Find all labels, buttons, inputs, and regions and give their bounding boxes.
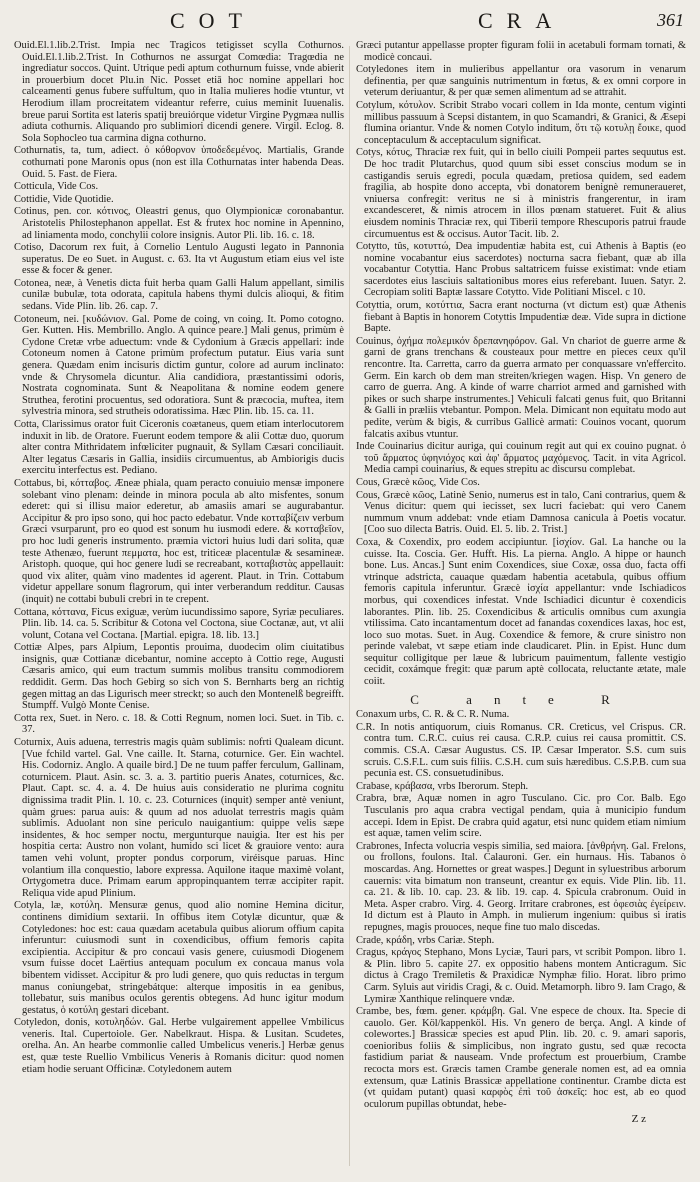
dictionary-entry: Cragus, κράγος Stephano, Mons Lyciæ, Tauri pars, vt scribit Pompon. libro 1. & Plin. libro 5. capite 27. ex oppositio habens montem Anticragum. Sic dictus à Crago Tremiletis & Praxidicæ Nymphæ filio. Horat. libro primo Carm. Syluis aut viridis Cragi, & c. Ouid. Metamorph. libro 9. Iam Crago, & Lymiræ Xanthique relinquere vndæ. — [356, 947, 686, 1005]
dictionary-entry: Cotiso, Dacorum rex fuit, à Cornelio Lentulo Augusti legato in Pannonia superatus. De eo Suet. in August. c. 63. Ita vt Augustum etiam eius vel iste esse & focer & gener. — [14, 242, 344, 277]
dictionary-entry: Crade, κράδη, vrbs Cariæ. Steph. — [356, 934, 495, 946]
dictionary-entry: Cotyttia, orum, κοτύττια, Sacra erant nocturna (vt dictum est) quæ Athenis fiebant à Baptis in honorem Cotyttis Impudentiæ deæ. Vide supra in dictione Bapte. — [356, 300, 686, 335]
dictionary-entry: Græci putantur appellasse propter figuram folii in acetabuli formam tornati, & modicè concaui. — [356, 40, 686, 63]
dictionary-entry: Cotytto, tûs, κοτυττώ, Dea impudentiæ habita est, cui Athenis à Baptis (eo nomine vocabantur eius sacerdotes) nocturna sacra fiebant, quæ ab illa vocabantur Cotyttia. Hanc Probus saltatricem fuisse existimat: vnde etiam sacerdotes eius lasciuis saltationibus mores eius referebant. Iuuen. Satyr. 2. Cecropiam soliti Baptæ lassare Cotytto. Vide Politiani Miscel. c 10. — [356, 241, 686, 299]
header-right-word: CRA — [478, 8, 566, 33]
dictionary-entry: Cottidie, Vide Quotidie. — [14, 193, 114, 205]
right-column — [356, 40, 686, 1170]
dictionary-entry: Cottabus, bi, κότταβος. Æneæ phiala, quam peracto conuiuio mensæ imponere solebant vino plenam: deinde in minora pocula ab alto misfentes, sonum ederet: qui si illisu maior ederetur, ab amasiis amari se augurabantur. Accipitur & pro ipso sono, qui hoc pacto edebatur. Vnde κοτταβίζειν verbum Græci vsurparunt, pro eo quod est sonum hu iusmodi edere. & κοτταβεῖον, pro hoc ludi generis instrumento. præmia victori huius ludi dari solita, quæ teste Athenæo, fuerunt πεμματα, hoc est, triticeæ placentulæ & sesamineæ. Aristoph. quoque, qui hoc genere ludi se recreabant, κοτταβιστὰς appellauit: quod vix aliter, quàm vino madentes id agerent. Plaut. in Trin. Cottabum videtur appellare sonum flagrorum, qui inter verberandum redditur. Causas (inquit) ne cottabi bubuli crebri in te crepent. — [14, 477, 344, 605]
running-header — [0, 0, 700, 34]
page-number: 361 — [657, 10, 684, 30]
dictionary-entry: Ouid.El.1.lib.2.Trist. Impia nec Tragicos tetigisset scylla Cothurnos. Ouid.El.1.lib.2.Trist. In Cothurnos ne assurgat Comœdia: Tragœdia ne ingrediatur soccos. Quint. Utrique pedi aptum cothurnum fuisse, vnde abierit in prouerbium docet Plu.in Nic. Posset etiā hoc nomine appellari hoc calceamenti genus fubere suffultum, quo in Italia mulieres hodie vtuntur, vt Herodium illam procreitatem videantur referre, cuius meminit Iuuenalis. breue parui Sortita est lateris spatij breuiórque videtur Virgine Pygmæa nullis adiuta cothurnis. Aliquando pro sublimiori dicendi genere. Virgil. Eclog. 8. Sola Sophocleo tua carmina digna cothurno. — [14, 40, 344, 144]
dictionary-entry: Cotyla, læ, κοτύλη. Mensuræ genus, quod alio nomine Hemina dicitur, continens dimidium sextarii. In offibus item Cotylæ dicuntur, quæ & Cotyledones: hoc est: caua quædam acetabula quibus aliorum offium capita inferuntur: cuiusmodi sunt in coxendicibus, offium femoris capita excipientia. Accipitur & pro concaui vasis genere, cuiusmodi Diogenem vsum fuisse docet Laërtius antequam poculum ex concaua manus vola bibentem vidisset. Accipitur & pro ludi genere, quo quis reductas in tergum manus coniungebat, stringebátque: alterque impositis in ea genibus, tollebatur, suis manibus oculos gerentis obtegens. Ad hunc igitur modum gestatus, ὁ κοτύλη gestari dicebant. — [14, 900, 344, 1016]
dictionary-entry: Couinus, ὀχήμα πολεμικόν δρεπανηφόρον. Gal. Vn chariot de guerre arme & garni de grans trenchans & cousteaux pour mettre en pieces ceux qu'il rencontre. Ita. Carretta, carro da guerra armato per conquassare vn'effercito. Germ. Ein karch ob dem man streiten/kriegen wagen. Hisp. Vn genero de carro de guerra. Ang. A kinde of warre charriot armed and garnished with pikes or such sharpe instrumentes.] Vehiculi falcati genus fuit, quo Britanni & Galli in præliis vtebantur. Pompon. Mela. Dimicant non equitatu modo aut pedite, verùm & bigis, & curribus Gallicè armati: Couinos vocant, quorum falcatis axibus vtuntur. — [356, 335, 686, 440]
dictionary-entry: Cottiæ Alpes, pars Alpium, Lepontis prouima, duodecim olim ciuitatibus insignis, quæ Cottianæ dicebantur, nomine accepto à Cottio rege, Augusti Cæsaris amico, qui eum tractum summis molibus transitu commodiorem reddidit. Germ. Das hoch Gebirg so sich von S. Bernharts berg an richtig gegen mittag an das Ligurisch meer streckt; so auch den Montenelß begreifft. Stumpff. Vulgò Monte Cenise. — [14, 642, 344, 712]
dictionary-entry: Cotyledon, donis, κοτυληδών. Gal. Herbe vulgairement appellee Vmbilicus veneris. Ital. Cupertoiole. Ger. Nabelkraut. Hispa. & Lusitan. Scudetes, orelha. An. An hearbe commonlie called Umbelicus veneris.] Herbæ genus est, quæ teste Ruellio Vmbilicus Veneris à Romanis dicitur: quod nomen etiam hodie seruant Officinæ. Cotyledonem autem — [14, 1017, 344, 1075]
signature-mark: Z z — [631, 1113, 646, 1126]
left-column — [14, 40, 344, 1170]
dictionary-entry: Cotta rex, Suet. in Nero. c. 18. & Cotti Regnum, nomen loci. Suet. in Tib. c. 37. — [14, 712, 344, 736]
dictionary-entry: Cotylum, κότυλον. Scribit Strabo vocari collem in Ida monte, centum viginti millibus passuum à Scepsi distantem, in quo Scamandri, & Granici, & Æsepi flumina oriantur. Vnde & nomen Cotylo inditum, ὅτι τῷ κοτυλῃ ἔοικε, quod conceptaculum & acceptaculum significat. — [356, 99, 686, 146]
section-heading-c-ante-r: C ante R — [410, 691, 632, 707]
dictionary-entry: Inde Couinarius dicitur auriga, qui couinum regit aut qui ex couino pugnat. ὁ τοῦ ἅρματος ὑφηνιόχος καὶ ἀφ' ἅρματος μαχόμενος. Tacit. in vita Agricol. Media campi couinarius, & eques strepitu ac discursu complebat. — [356, 441, 686, 476]
dictionary-entry: Cous, Græcè κῶος, Vide Cos. — [356, 476, 480, 488]
dictionary-entry: Cothurnatis, ta, tum, adiect. ὁ κόθορνον ὑποδεδεμένος. Martialis, Grande cothurnati pone Maronis opus (non est illa Cothurnatas inter habenda Deas. Ouid. 5. Fast. de Fiera. — [14, 145, 344, 180]
dictionary-entry: Crambe, bes, fœm. gener. κράμβη. Gal. Vne espece de choux. Ita. Specie di cauolo. Ger. Köl/kappenköl. His. Vn genero de berça. Angl. A kinde of colewortes.] Brassicæ species est apud Plin. lib. 20. c. 9. amari saporis, coenioribus foliis & simplicibus, non ingrato gustu, sed quæ recocta fastidium pariat & nauseam. Vnde profectum est prouerbium, Crambe recocta mors est. Græcis tamen Crambe generale nomen est, ad ea omnia extensum, quæ Latinis Brassicæ appellatione continentur. Crambe dicta est (vt quidam putant) quasi καρφὸς ἐπὶ τοῦ ἀσκεῖς: hoc est, ab eo quod oculorum pupillas obtundat, hebe- — [356, 1006, 686, 1110]
dictionary-entry: Crabase, κράβασα, vrbs Iberorum. Steph. — [356, 780, 529, 792]
dictionary-entry: Cotticula, Vide Cos. — [14, 181, 99, 193]
dictionary-entry: Crabrones, Infecta volucria vespis similia, sed maiora. [ἀνθρήνη. Gal. Frelons, ou frollons, foulons. Ital. Calauroni. Ger. ein hurnaus. His. Tabanos ò moscardas. Ang. Hornettes or great waspes.] Degunt in syluestribus arborum cauernis: vita bimatum non transeunt, creantur ex equis. Vide Plin. lib. 11. ca. 21. & lib. 10. cap. 23. & lib. 19. cap. 4. Spicula crabronum. Ouid in Meta. Asper crabro. Virg. 4. Georg. Irritare crabrones, est ὀφεσιὰς ἐγείρειν. Id dictum est à Plauto in Amph. in mulierum ingenium: quibus si iratis repugnes, magis prouoces, neque fine tuo malo discedas. — [356, 840, 686, 933]
dictionary-entry: Conaxum urbs, C. R. & C. R. Numa. — [356, 709, 510, 721]
dictionary-entry: Cotys, κότυς, Thraciæ rex fuit, qui in bello ciuili Pompeii partes sequutus est. De hoc tradit Plutarchus, quod quum sibi esset conscius modum se in castigandis seruis egredi, pocula quædam, pretiosa quidem, sed eadem fragilia, ab hospite dono accepta, vbi donatorem benignè remuneraueret, vniuersa confregit: veritus ne si à ministris frangerentur, in iram excandesceret, & nimis atrocem in illos pœnam statueret. Fuit & alius eiusdem nominis Thraciæ rex, qui Tiberii tempore Rhescuporis patrui fraude circumuentus est & occisus. Autor Tacit. lib. 2. — [356, 147, 686, 240]
dictionary-entry: Cottana, κόττανα, Ficus exiguæ, verùm iucundissimo sapore, Syriæ peculiares. Plin. lib. 14. ca. 5. Scribitur & Cotona vel Coctona, siue Coctanæ, aut, vt alii volunt, Cotana vel Coctana. [Martial. epigra. 18. lib. 13.] — [14, 606, 344, 641]
dictionary-entry: Coturnix, Auis aduena, terrestris magis quàm sublimis: nofrti Qualeam dicunt. [Vue fchild vartel. Gal. Vne caille. It. Starna, coturnice. Ger. Ein wachtel. His. Codorniz. Anglo. A quaile bird.] De ne tuum paffer ferculum, Gallinam, coturnicem. Plaut. Asin. sc. 3. a. 3. partitio pueris Anates, coturnices, &c. Plaut. Capt. sc. 4. a. 4. De huius auis consideratio ne plurima cognitu dignissima tradit Plin. l. 10. c. 23. Coturnices (inquit) semper antè veniunt, quàm grues: parua auis: & quum ad nos aduolat terrestris magis quàm sublimis. Aduolant non sine periculo nauigantium: quippe velis sæpe insidentes, & hoc semper noctu, mergunturque nauigia. Iter est his per hospitia certa: Austro non volant, humido sci licet & grauiore vento: aura tamen vehi volunt, propter pondus corporum, viréisque paruas. Hinc volantium illa conquestio, labore expressa. Aquilone itaque maximè volant, Ortygometra duce. Primam earum appropinquantem terræ accipiter rapit. Reliqua vide apud Plinium. — [14, 737, 344, 899]
dictionary-entry: Cotta, Clarissimus orator fuit Ciceronis coætaneus, quem etiam interlocutorem induxit in lib. de Oratore. Fuerunt eodem tempore & alii Cottæ duo, quorum alter contra Mithridatem infœliciter pugnauit, & Syllam Cæsari conciliauit. Alter legatus Cæsaris in Gallia, insidiis circumuentus, ab Ambiorigis ducis exercitu interfectus est. Pediano. — [14, 419, 344, 477]
dictionary-entry: C.R. In notis antiquorum, ciuis Romanus. CR. Creticus, vel Crispus. CR. contra tum. C.R.C. cuius rei causa. C.R.P. cuius rei causa promittit. CS. commis. CS.A. Cæsar Augustus. CS. IP. Cæsar Imperator. S.S. cum suis scruis. C.S.F.L. cum suis filiis. C.S.H. cum suis hæredibus. C.S.P.B. cum sua pecunia est. CS. consuetudinibus. — [356, 721, 686, 780]
dictionary-entry: Cotonea, neæ, à Venetis dicta fuit herba quam Galli Halum appellant, similis cunilæ bubulæ, tota odorata, capitula habens thymi dulcis alioqui, & fitim sedans. Vide Plin. lib. 26. cap. 7. — [14, 277, 344, 313]
dictionary-entry: Crabra, bræ, Aquæ nomen in agro Tusculano. Cic. pro Cor. Balb. Ego Tusculanis pro aqua crabra vectigal pendam, quia à municipio fundum accepi. Idem in Epist. De crabra quid agatur, etsi nunc quidem etiam nimium est aquæ, tamen velim scire. — [356, 793, 686, 840]
header-left-word: COT — [170, 8, 256, 33]
column-divider — [349, 46, 350, 1166]
dictionary-entry: Coxa, & Coxendix, pro eodem accipiuntur. [ἰσχίον. Gal. La hanche ou la cuisse. Ita. Coscia. Ger. Hufft. His. La pierna. Anglo. A hippe or haunch bone. Lus. Ancas.] Sunt enim Coxendices, siue Coxæ, ossa duo, facta offi vtrinque adstricta, cauaque quædam habentia acetabula, quibus offium femoris capitula inferuntur. Græcè ἰσχία appellantur: vnde Ischiadicos morbus, qui coxendices infestat. Vnde Ischiadici dicuntur è coxendicis laborantes. Plin. lib. 25. Coxendicibus & articulis omnibus cum axungia vtilissima. Cato incantamentum docet ad fanandas coxendices laxas, hoc est, loco suo motas. Suet. in Aug. Coxendice & femore, & crure sinistro non perinde valebat, vt sæpe etiam inde claudicaret. Plin. in Epist. Hunc dum sequitur colligitque per læue & lubricum pauimentum, fallente vestigio cecidit, coxámque fregit: quæ parum aptè collocata, reluctante ætate, male coiit. — [356, 536, 686, 688]
dictionary-entry: Cotoneum, nei. [κυδώνιον. Gal. Pome de coing, vn coing. It. Pomo cotogno. Ger. Kutten. His. Membrillo. Anglo. A quince peare.] Mali genus, primùm è Cydone Cretæ vrbe aduectum: vnde & Cydonium à Græcis appellari: inde Cotoneum nomen à Catone primùm profectum putatur. Eius varia sunt genera. Quædam enim incisuris dictim guntur, colore ad aurum inclinato: vnde & Chrysomela dicuntur. Alia candidiora, præstantissimi odoris, Nostrata cognominata. Sunt & Neapolitana & nomine eodem genere Struthea, ferotini procuentus, sed odoratiora. Sunt & præcocia, muftea, item sylvestria minora, sed strutheis odoratissima. Hæc Plin. lib. 15. ca. 11. — [14, 313, 344, 418]
dictionary-entry: Cotyledones item in mulieribus appellantur ora vasorum in venarum definentia, per quæ sanguinis nutrimentum in fœtus, & ex omni corpore in veterum deriuantur, & per quæ semen alimentum ad se attrahit. — [356, 64, 686, 99]
dictionary-entry: Cous, Græcè κῶος, Latinè Senio, numerus est in talo, Cani contrarius, quem & Venus dicitur: quem qui iecisset, sex lucri faciebat: qui vero Canem nummum vnum addebat: vnde etiam Damnosa canicula à Poetis vocatur. [Coo suo dilecta Batris. Ouid. El. 5. lib. 2. Trist.] — [356, 489, 686, 536]
dictionary-entry: Cotinus, pen. cor. κότινος, Oleastri genus, quo Olympionicæ coronabantur. Aristotelis Philostephanon appellat. Est & frutex hoc nomine in Apennino, ad liniamenta modo, conchylii colore insignis. Autor Pli. lib. 16. c. 18. — [14, 206, 344, 241]
